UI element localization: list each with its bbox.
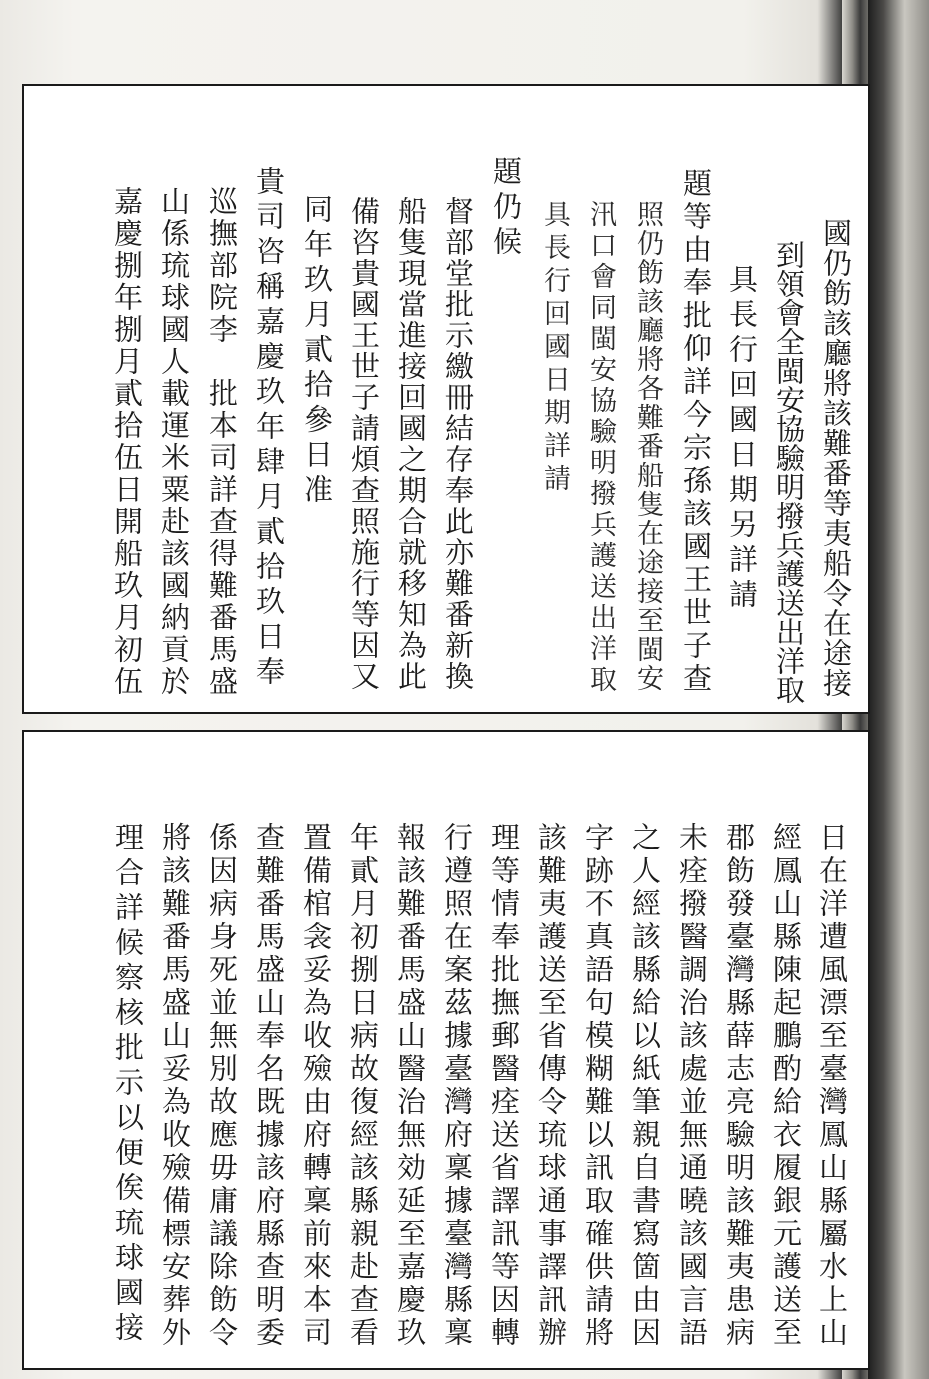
lower-text-panel — [22, 730, 870, 1370]
text-column: 汛口會同閩安協驗明撥兵護送出洋取 — [585, 200, 616, 696]
text-column: 貴司咨稱嘉慶玖年肆月貳拾玖日奉 — [252, 166, 286, 691]
text-column: 未痊撥醫調治該處並無通曉該國言語 — [675, 822, 709, 1350]
text-column: 係因病身死並無別故應毋庸議除飭令 — [205, 822, 239, 1350]
text-column: 國仍飭該廳將該難番等夷船令在途接 — [819, 218, 853, 698]
text-column: 報該難番馬盛山醫治無効延至嘉慶玖 — [393, 822, 427, 1350]
text-column: 嘉慶捌年捌月貳拾伍日開船玖月初伍 — [110, 186, 144, 698]
text-column: 題仍候 — [489, 156, 523, 261]
text-column: 到領會全閩安協驗明撥兵護送出洋取 — [772, 240, 806, 704]
text-column: 字跡不真語句模糊難以訊取確供請將 — [581, 822, 615, 1350]
text-column: 置備棺衾妥為收殮由府轉稟前來本司 — [299, 822, 333, 1350]
text-column: 將該難番馬盛山妥為收殮備標安葬外 — [158, 822, 192, 1350]
text-column: 該難夷護送至省傳令琉球通事譯訊辦 — [534, 822, 568, 1350]
text-column: 題等由奉批仰詳今宗孫該國王世子查 — [679, 168, 713, 696]
text-column: 年貳月初捌日病故復經該縣親赴查看 — [346, 822, 380, 1350]
text-column: 備咨貴國王世子請煩查照施行等因又 — [347, 196, 381, 692]
text-column: 經鳳山縣陳起鵬酌給衣履銀元護送至 — [769, 822, 803, 1350]
text-column: 山係琉球國人載運米粟赴該國納貢於 — [157, 186, 191, 698]
text-column: 巡撫部院李 批本司詳查得難番馬盛 — [205, 186, 239, 698]
text-column: 日在洋遭風漂至臺灣鳳山縣屬水上山 — [815, 822, 849, 1350]
text-column: 理合詳候察核批示以便俟琉球國接 — [111, 822, 145, 1347]
text-column: 具長行回國日期另詳請 — [725, 264, 759, 614]
text-column: 理等情奉批撫郵醫痊送省譯訊等因轉 — [487, 822, 521, 1350]
text-column: 船隻現當進接回國之期合就移知為此 — [394, 196, 428, 692]
text-column: 行遵照在案茲據臺灣府稟據臺灣縣稟 — [440, 822, 474, 1350]
text-column: 具長行回國日期詳請 — [539, 200, 570, 497]
page-edge — [868, 0, 929, 1379]
text-column: 照仍飭該廳將各難番船隻在途接至閩安 — [632, 200, 663, 693]
upper-text-panel — [22, 84, 870, 714]
text-column: 督部堂批示繳冊結存奉此亦難番新換 — [441, 196, 475, 692]
text-column: 查難番馬盛山奉名既據該府縣查明委 — [252, 822, 286, 1350]
text-column: 之人經該縣給以紙筆親自書寫箇由因 — [628, 822, 662, 1350]
text-column: 郡飭發臺灣縣薛志亮驗明該難夷患病 — [722, 822, 756, 1350]
text-column: 同年玖月貳拾參日准 — [300, 194, 334, 509]
